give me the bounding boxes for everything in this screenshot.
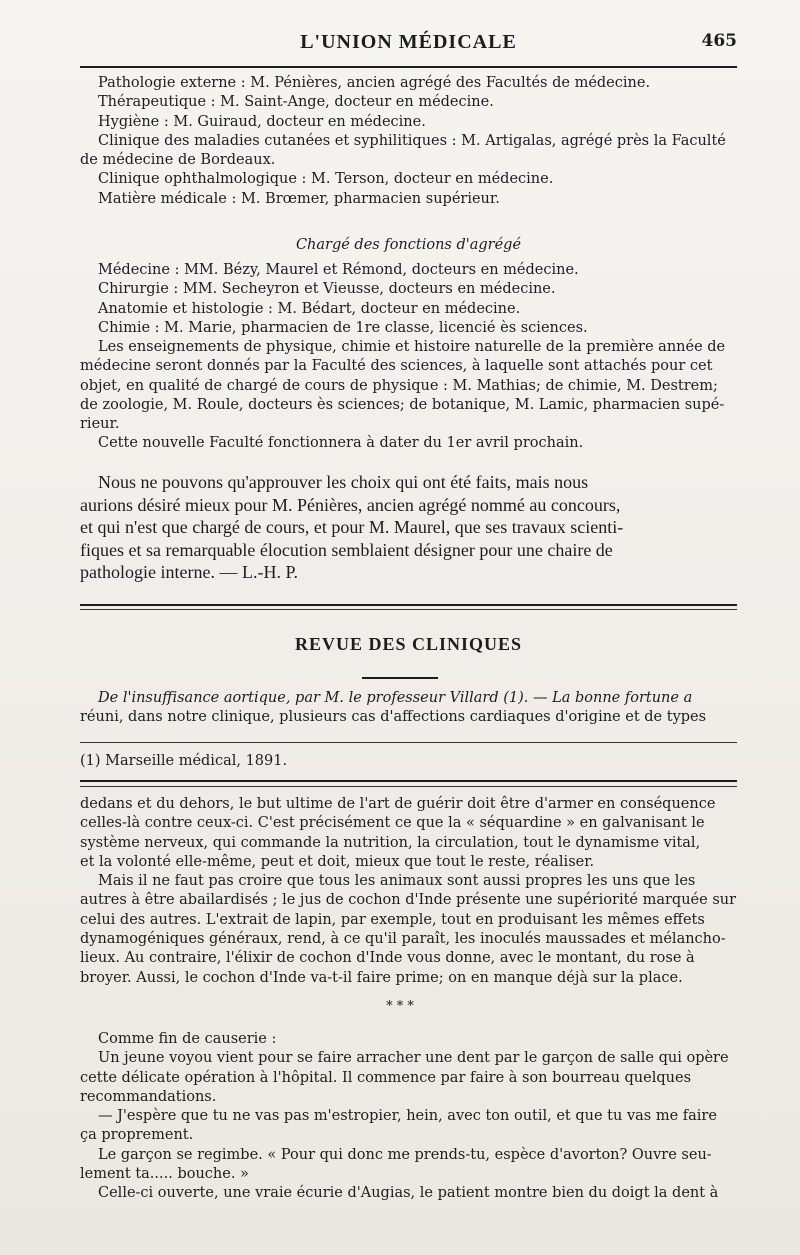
agrege-line: Chimie : M. Marie, pharmacien de 1re classe, licencié ès sciences. bbox=[98, 319, 588, 336]
body-line: dedans et du dehors, le but ultime de l'art de guérir doit être d'armer en conséquence bbox=[80, 796, 716, 812]
comment-line: et qui n'est que chargé de cours, et pour M. Maurel, que ses travaux scienti- bbox=[80, 517, 624, 537]
body-line: celles-là contre ceux-ci. C'est précisément ce que la « séquardine » en galvanisant le bbox=[80, 815, 705, 832]
agrege-line: Chirurgie : MM. Secheyron et Vieusse, docteurs en médecine. bbox=[98, 281, 556, 298]
asterism: * * * bbox=[386, 999, 414, 1014]
comment-line: Nous ne pouvons qu'approuver les choix qui ont été faits, mais nous bbox=[98, 472, 589, 492]
staff-line: Pathologie externe : M. Pénières, ancien agrégé des Facultés de médecine. bbox=[98, 75, 651, 91]
causerie-line: ça proprement. bbox=[80, 1127, 194, 1144]
body-line: lieux. Au contraire, l'élixir de cochon d'Inde vous donne, avec le montant, du rose à bbox=[80, 950, 695, 967]
comment-line: pathologie interne. — L.-H. P. bbox=[80, 562, 298, 582]
paragraph-line: rieur. bbox=[80, 416, 120, 433]
page-number: 465 bbox=[701, 31, 737, 51]
section-rule-bottom bbox=[80, 609, 737, 610]
header-rule bbox=[80, 66, 737, 68]
causerie-line: Un jeune voyou vient pour se faire arracher une dent par le garçon de salle qui opère bbox=[98, 1050, 729, 1067]
paragraph-line: de zoologie, M. Roule, docteurs ès sciences; de botanique, M. Lamic, pharmacien supé- bbox=[80, 396, 725, 413]
article-body bbox=[80, 795, 737, 988]
intro-line: réuni, dans notre clinique, plusieurs cas d'affections cardiaques d'origine et de types bbox=[80, 709, 707, 726]
staff-list bbox=[80, 74, 737, 209]
agrege-heading: Chargé des fonctions d'agrégé bbox=[295, 237, 522, 253]
editorial-comment bbox=[80, 471, 737, 584]
intro-line: De l'insuffisance aortique, par M. le professeur Villard (1). — La bonne fortune a bbox=[98, 690, 693, 706]
column-break-rule-top bbox=[80, 780, 737, 782]
footnote: (1) Marseille médical, 1891. bbox=[80, 753, 288, 769]
body-line: broyer. Aussi, le cochon d'Inde va-t-il faire prime; on en manque déjà sur la place. bbox=[80, 969, 683, 986]
staff-line: de médecine de Bordeaux. bbox=[80, 152, 276, 169]
body-line: système nerveux, qui commande la nutrition, la circulation, tout le dynamisme vital, bbox=[80, 834, 701, 851]
causerie-line: Comme fin de causerie : bbox=[98, 1031, 277, 1047]
body-line: Mais il ne faut pas croire que tous les animaux sont aussi propres les uns que les bbox=[98, 873, 696, 890]
staff-line: Clinique ophthalmologique : M. Terson, docteur en médecine. bbox=[98, 171, 554, 188]
staff-line: Clinique des maladies cutanées et syphilitiques : M. Artigalas, agrégé près la Faculté bbox=[98, 132, 726, 149]
staff-line: Matière médicale : M. Brœmer, pharmacien supérieur. bbox=[98, 190, 500, 207]
agrege-line: Médecine : MM. Bézy, Maurel et Rémond, docteurs en médecine. bbox=[98, 262, 579, 278]
title-underline bbox=[362, 677, 438, 679]
page-header bbox=[80, 31, 737, 61]
causerie-line: lement ta..... bouche. » bbox=[80, 1166, 249, 1183]
causerie-line: Celle-ci ouverte, une vraie écurie d'Augias, le patient montre bien du doigt la dent à bbox=[98, 1185, 719, 1202]
causerie bbox=[80, 1030, 737, 1204]
paragraph-line: objet, en qualité de chargé de cours de physique : M. Mathias; de chimie, M. Destrem; bbox=[80, 377, 718, 394]
causerie-line: cette délicate opération à l'hôpital. Il commence par faire à son bourreau quelques bbox=[80, 1069, 692, 1086]
comment-line: fiques et sa remarquable élocution semblaient désigner pour une chaire de bbox=[80, 539, 613, 560]
paragraph-line: médecine seront donnés par la Faculté des sciences, à laquelle sont attachés pour cet bbox=[80, 358, 713, 375]
staff-line: Hygiène : M. Guiraud, docteur en médecine. bbox=[98, 113, 426, 130]
body-line: et la volonté elle-même, peut et doit, mieux que tout le reste, réaliser. bbox=[80, 853, 595, 870]
enseignement-paragraph bbox=[80, 338, 737, 454]
body-line: dynamogéniques généraux, rend, à ce qu'il paraît, les inoculés maussades et mélancho- bbox=[80, 931, 726, 948]
revue-title: REVUE DES CLINIQUES bbox=[294, 634, 523, 654]
paragraph-line: Cette nouvelle Faculté fonctionnera à dater du 1er avril prochain. bbox=[98, 435, 584, 452]
revue-intro bbox=[80, 689, 737, 728]
staff-line: Thérapeutique : M. Saint-Ange, docteur en médecine. bbox=[98, 94, 494, 111]
journal-title: L'UNION MÉDICALE bbox=[300, 31, 517, 53]
agrege-line: Anatomie et histologie : M. Bédart, docteur en médecine. bbox=[98, 300, 521, 317]
paragraph-line: Les enseignements de physique, chimie et histoire naturelle de la première année de bbox=[98, 339, 726, 355]
causerie-line: Le garçon se regimbe. « Pour qui donc me prends-tu, espèce d'avorton? Ouvre seu- bbox=[98, 1146, 712, 1163]
section-rule-top bbox=[80, 604, 737, 606]
footnote-rule bbox=[80, 742, 737, 743]
body-line: autres à être abailardisés ; le jus de cochon d'Inde présente une supériorité marquée sur bbox=[80, 892, 737, 909]
causerie-line: recommandations. bbox=[80, 1088, 217, 1105]
comment-line: aurions désiré mieux pour M. Pénières, ancien agrégé nommé au concours, bbox=[80, 494, 621, 515]
causerie-line: — J'espère que tu ne vas pas m'estropier, hein, avec ton outil, et que tu vas me faire bbox=[98, 1108, 717, 1125]
body-line: celui des autres. L'extrait de lapin, par exemple, tout en produisant les mêmes effets bbox=[80, 911, 705, 928]
column-break-rule-bottom bbox=[80, 786, 737, 787]
agrege-list bbox=[80, 261, 737, 338]
